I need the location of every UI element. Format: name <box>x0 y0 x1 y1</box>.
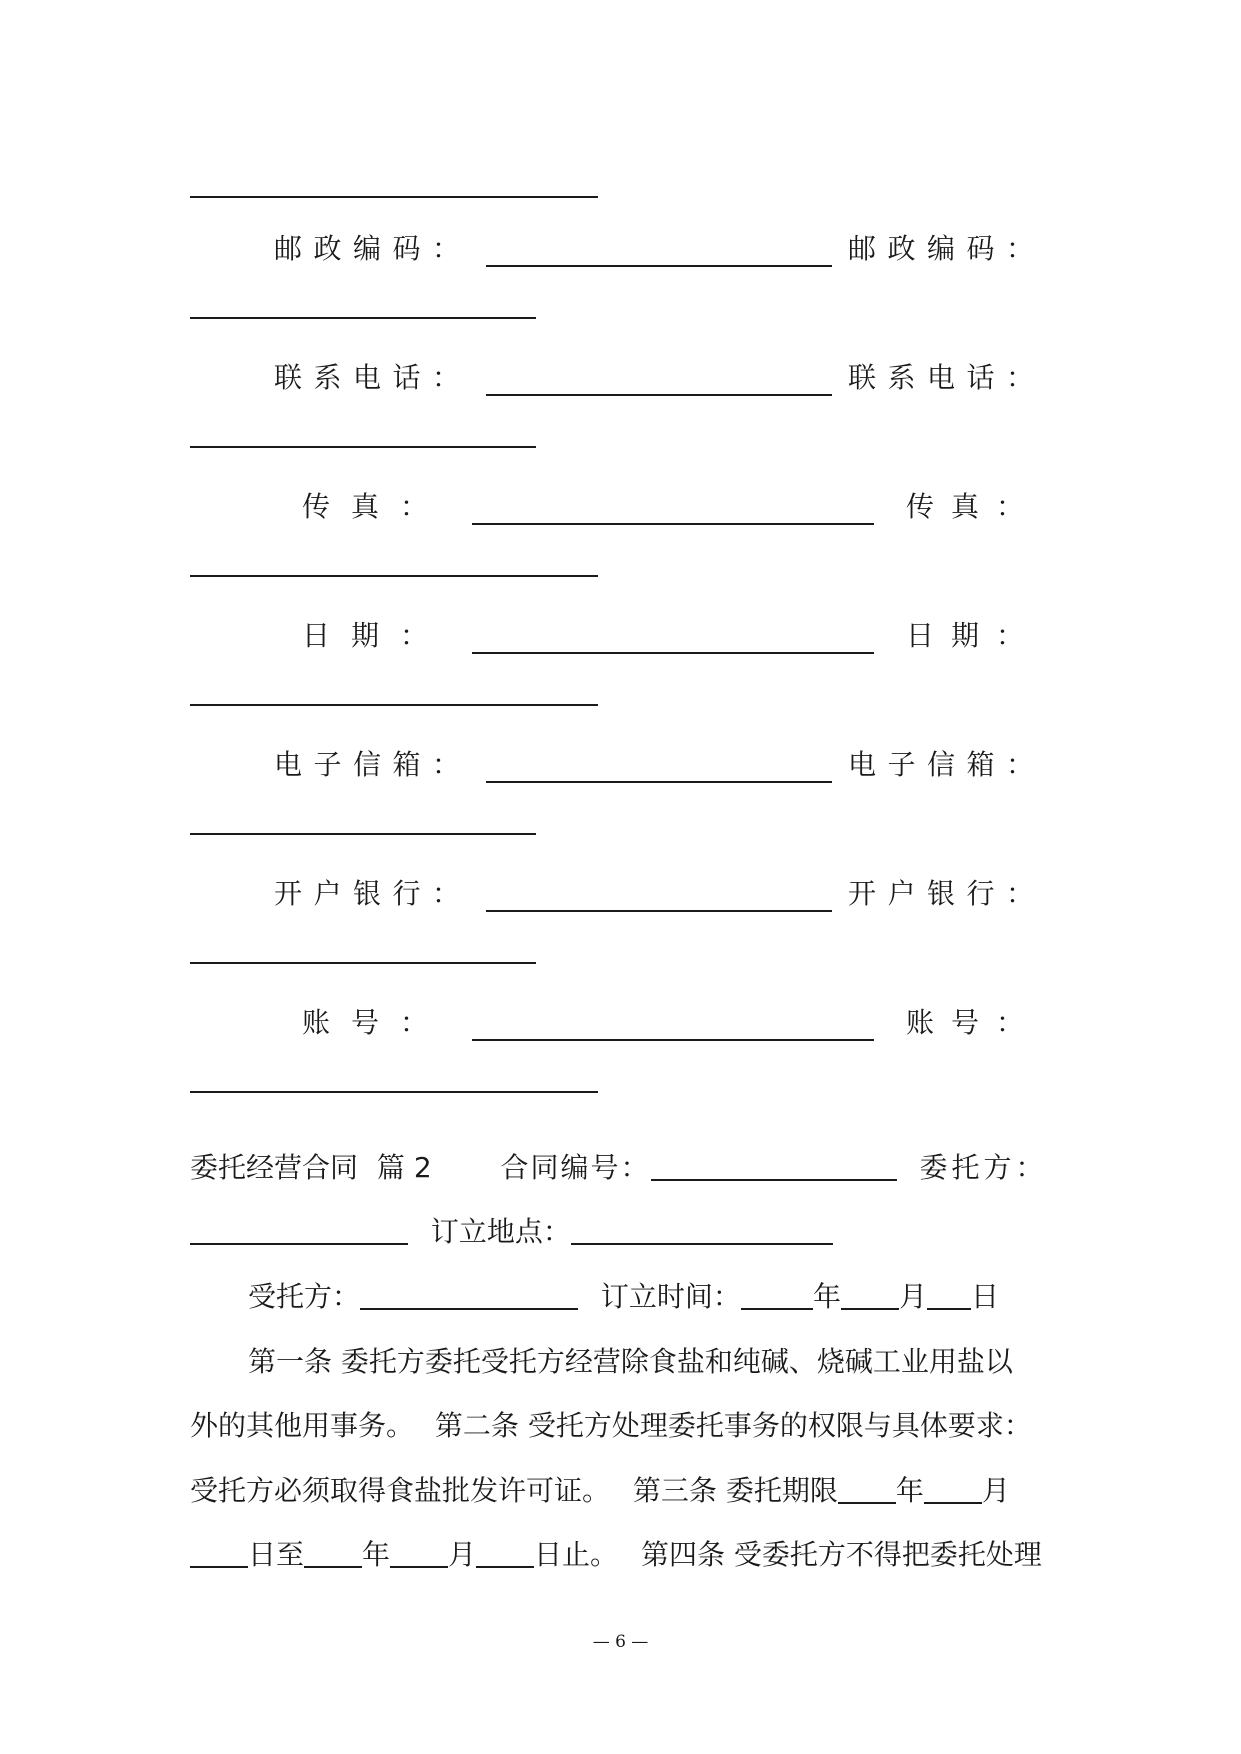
article1-text: 第一条 委托方委托受托方经营除食盐和纯碱、烧碱工业用盐以 <box>248 1345 1013 1378</box>
label-char: 箱 <box>966 748 995 781</box>
right-field-label <box>848 358 1034 398</box>
right-field-label <box>906 1003 1024 1043</box>
year-text: 年 <box>362 1538 391 1571</box>
place-blank[interactable] <box>571 1215 833 1245</box>
field-blank-continued[interactable] <box>190 962 536 964</box>
left-field-label <box>274 229 460 269</box>
field-row <box>0 229 1241 269</box>
label-char: ： <box>399 490 428 523</box>
year-text: 年 <box>895 1474 924 1507</box>
article1-cont-text: 外的其他用事务。 <box>190 1409 415 1442</box>
label-char: 账 <box>906 1006 935 1039</box>
label-char: ： <box>995 490 1024 523</box>
label-char: ： <box>1005 232 1034 265</box>
label-char: 银 <box>926 877 955 910</box>
field-blank-continued[interactable] <box>190 446 536 448</box>
contract-part: 篇 2 <box>376 1151 432 1184</box>
left-field-label <box>302 616 428 656</box>
label-char: 系 <box>313 361 342 394</box>
label-char: 政 <box>313 232 342 265</box>
label-char: ： <box>399 1006 428 1039</box>
field-blank[interactable] <box>486 910 832 912</box>
field-blank-continued[interactable] <box>190 575 598 577</box>
right-field-label <box>906 616 1024 656</box>
term-start-month-blank[interactable] <box>924 1474 982 1504</box>
label-char: 电 <box>926 361 955 394</box>
month-text: 月 <box>898 1280 927 1313</box>
label-char: ： <box>995 619 1024 652</box>
contract-no-blank[interactable] <box>651 1151 897 1181</box>
article2-3-line <box>190 1471 1070 1511</box>
time-day-blank[interactable] <box>927 1280 971 1310</box>
label-char: 电 <box>352 361 381 394</box>
time-month-blank[interactable] <box>841 1280 899 1310</box>
time-year-blank[interactable] <box>741 1280 813 1310</box>
contract-header-line <box>190 1148 1190 1188</box>
contract-no-label: 合同编号： <box>500 1151 651 1184</box>
label-char: ： <box>1005 748 1034 781</box>
field-blank-continued[interactable] <box>190 1091 598 1093</box>
article3-text: 第三条 委托期限 <box>632 1474 838 1507</box>
right-field-label <box>848 229 1034 269</box>
left-field-label <box>302 1003 428 1043</box>
label-char: 传 <box>302 490 331 523</box>
article3-4-line <box>190 1535 1070 1575</box>
label-char: 邮 <box>848 232 877 265</box>
label-char: 联 <box>274 361 303 394</box>
article2-text: 第二条 受托方处理委托事务的权限与具体要求： <box>434 1409 1032 1442</box>
month-text: 月 <box>448 1538 477 1571</box>
field-blank[interactable] <box>486 781 832 783</box>
field-row <box>0 616 1241 656</box>
left-field-label <box>274 358 460 398</box>
label-char: 联 <box>848 361 877 394</box>
label-char: 编 <box>352 232 381 265</box>
label-char: 子 <box>313 748 342 781</box>
label-char: ： <box>431 232 460 265</box>
place-line <box>190 1212 1070 1252</box>
field-row <box>0 487 1241 527</box>
term-start-year-blank[interactable] <box>838 1474 896 1504</box>
day-end-text: 日止。 <box>534 1538 619 1571</box>
term-end-year-blank[interactable] <box>304 1538 362 1568</box>
label-char: ： <box>431 877 460 910</box>
right-field-label <box>848 874 1034 914</box>
client-label: 委托方： <box>919 1151 1048 1184</box>
label-char: 开 <box>848 877 877 910</box>
field-row <box>0 874 1241 914</box>
left-field-label <box>302 487 428 527</box>
label-char: 开 <box>274 877 303 910</box>
label-char: 信 <box>352 748 381 781</box>
label-char: 话 <box>392 361 421 394</box>
label-char: 行 <box>966 877 995 910</box>
label-char: 号 <box>950 1006 979 1039</box>
label-char: 传 <box>906 490 935 523</box>
label-char: ： <box>431 361 460 394</box>
label-char: 信 <box>926 748 955 781</box>
field-row <box>0 358 1241 398</box>
right-field-label <box>848 745 1034 785</box>
day-to-text: 日至 <box>248 1538 305 1571</box>
field-blank-continued[interactable] <box>190 704 598 706</box>
label-char: 期 <box>950 619 979 652</box>
label-char: 真 <box>350 490 379 523</box>
label-char: 话 <box>966 361 995 394</box>
label-char: 真 <box>950 490 979 523</box>
label-char: 系 <box>887 361 916 394</box>
label-char: ： <box>1005 877 1034 910</box>
label-char: 箱 <box>392 748 421 781</box>
label-char: 编 <box>926 232 955 265</box>
field-blank-continued[interactable] <box>190 317 536 319</box>
trustee-label: 受托方： <box>248 1280 361 1313</box>
label-char: ： <box>995 1006 1024 1039</box>
year-text: 年 <box>812 1280 841 1313</box>
field-blank[interactable] <box>472 652 874 654</box>
field-blank[interactable] <box>472 1039 874 1041</box>
label-char: 号 <box>350 1006 379 1039</box>
term-end-month-blank[interactable] <box>390 1538 448 1568</box>
field-blank[interactable] <box>486 394 832 396</box>
left-field-label <box>274 874 460 914</box>
label-char: 码 <box>392 232 421 265</box>
label-char: 码 <box>966 232 995 265</box>
trustee-blank[interactable] <box>360 1280 578 1310</box>
time-label: 订立时间： <box>600 1280 741 1313</box>
label-char: 日 <box>302 619 331 652</box>
trustee-line <box>248 1277 1128 1317</box>
right-field-label <box>906 487 1024 527</box>
fill-blank-line <box>190 196 598 198</box>
article4-text: 第四条 受委托方不得把委托处理 <box>640 1538 1042 1571</box>
label-char: 行 <box>392 877 421 910</box>
label-char: 户 <box>313 877 342 910</box>
label-char: ： <box>431 748 460 781</box>
field-row <box>0 1003 1241 1043</box>
term-start-day-blank[interactable] <box>190 1538 248 1568</box>
article1-2-line <box>190 1406 1070 1446</box>
month-text: 月 <box>981 1474 1010 1507</box>
label-char: 邮 <box>274 232 303 265</box>
day-text: 日 <box>970 1280 999 1313</box>
client-blank[interactable] <box>190 1215 408 1245</box>
label-char: 日 <box>906 619 935 652</box>
label-char: 政 <box>887 232 916 265</box>
label-char: 电 <box>274 748 303 781</box>
left-field-label <box>274 745 460 785</box>
label-char: 账 <box>302 1006 331 1039</box>
label-char: 电 <box>848 748 877 781</box>
place-label: 订立地点： <box>430 1215 571 1248</box>
field-blank-continued[interactable] <box>190 833 536 835</box>
label-char: 子 <box>887 748 916 781</box>
label-char: 期 <box>350 619 379 652</box>
label-char: 户 <box>887 877 916 910</box>
term-end-day-blank[interactable] <box>476 1538 534 1568</box>
label-char: ： <box>399 619 428 652</box>
field-blank[interactable] <box>472 523 874 525</box>
field-blank[interactable] <box>486 265 832 267</box>
page-number: — 6 — <box>592 1632 649 1652</box>
article2-cont-text: 受托方必须取得食盐批发许可证。 <box>190 1474 611 1507</box>
field-row <box>0 745 1241 785</box>
label-char: ： <box>1005 361 1034 394</box>
label-char: 银 <box>352 877 381 910</box>
article1-line <box>248 1342 1128 1382</box>
contract-title: 委托经营合同 <box>190 1151 359 1184</box>
